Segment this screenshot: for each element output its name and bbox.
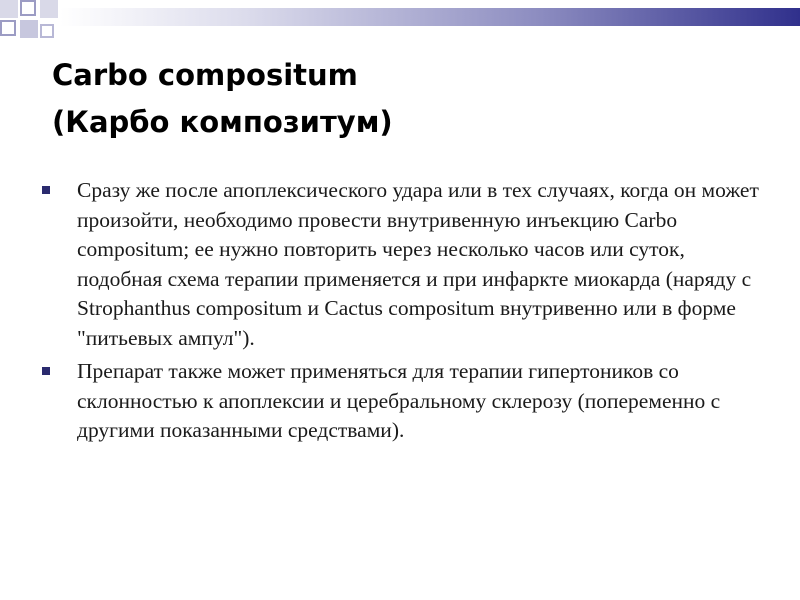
bullet-list (42, 176, 762, 450)
bullet-text: Сразу же после апоплексического удара или в тех случаях, когда он может произойти, необходимо провести внутривенную инъекцию Carbo compositum; ее нужно повторить через несколько часов или суток, подобная схема терапии применяется и при инфаркте миокарда (наряду с Strophanthus compositum и Cactus compositum внутривенно или в форме "питьевых ампул"). (77, 178, 759, 350)
decor-square (0, 0, 18, 18)
decor-square (20, 20, 38, 38)
slide-title-line-1: Carbo compositum (52, 58, 358, 92)
slide-title-line-2: (Карбо композитум) (52, 105, 393, 139)
bullet-item (42, 357, 762, 446)
square-bullet-icon (42, 186, 50, 194)
decor-square (20, 0, 36, 16)
bullet-item (42, 176, 762, 353)
header-gradient-bar (60, 8, 800, 26)
decor-square (40, 0, 58, 18)
bullet-text: Препарат также может применяться для терапии гипертоников со склонностью к апоплексии и церебральному склерозу (попеременно с другими показанными средствами). (77, 359, 721, 442)
slide-title (52, 52, 393, 146)
decor-square (40, 24, 54, 38)
decor-square (0, 20, 16, 36)
square-bullet-icon (42, 367, 50, 375)
